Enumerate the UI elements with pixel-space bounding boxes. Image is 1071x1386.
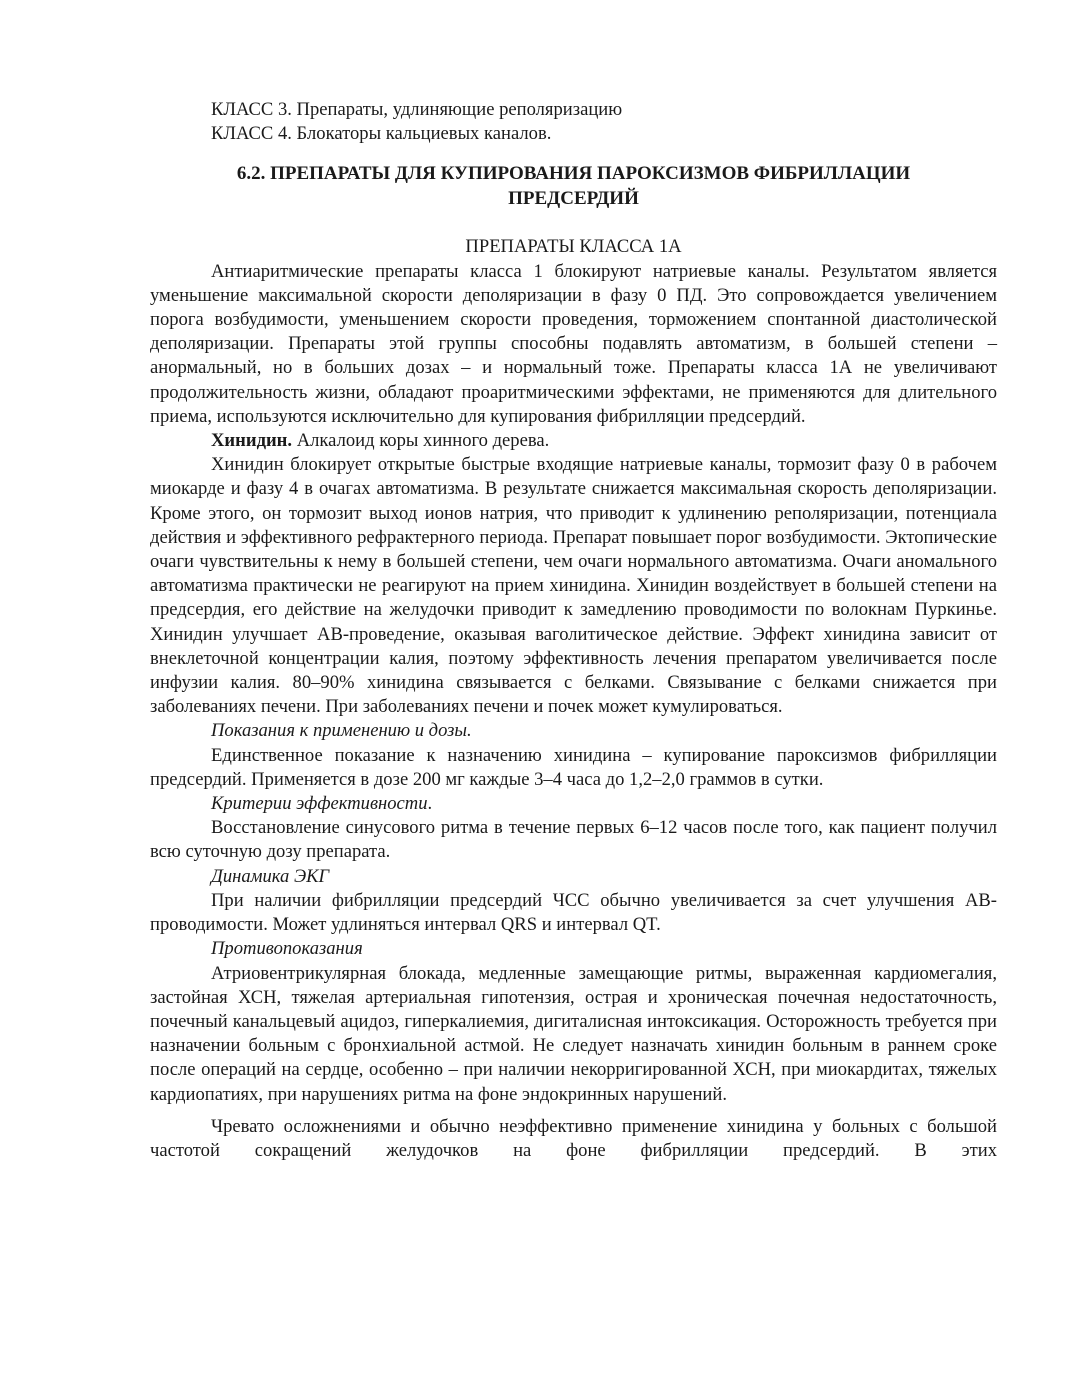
class-4-line: КЛАСС 4. Блокаторы кальциевых каналов.: [211, 123, 552, 145]
contraindications-paragraph: Атриовентрикулярная блокада, медленные замещающие ритмы, выраженная кардиомегалия, застойная ХСН, тяжелая артериальная гипотензия, острая и хроническая почечная недостаточность, почечный канальцевый ацидоз, гиперкалиемия, дигиталисная интоксикация. Осторожность требуется при назначении больным с бронхиальной астмой. Не следует назначать хинидин больным в раннем сроке после операций на сердце, особенно – при наличии некорригированной ХСН, при миокардитах, тяжелых кардиопатиях, при нарушениях ритма на фоне эндокринных нарушений.: [150, 962, 997, 1105]
contraindications-heading: Противопоказания: [211, 938, 363, 960]
indications-paragraph: Единственное показание к назначению хинидина – купирование пароксизмов фибрилляции предсердий. Применяется в дозе 200 мг каждые 3–4 часа до 1,2–2,0 граммов в сутки.: [150, 744, 997, 790]
efficacy-heading-period: .: [427, 793, 433, 815]
ecg-heading: Динамика ЭКГ: [211, 865, 330, 887]
mechanism-paragraph: Хинидин блокирует открытые быстрые входящие натриевые каналы, тормозит фазу 0 в рабочем миокарде и фазу 4 в очагах автоматизма. В результате снижается максимальная скорость деполяризации. Кроме этого, он тормозит выход ионов натрия, что приводит к удлинению реполяризации, потенциала действия и эффективного рефрактерного периода. Препарат повышает порог возбудимости. Эктопические очаги чувствительны к нему в большей степени, чем очаги нормального автоматизма. Очаги аномального автоматизма практически не реагируют на прием хинидина. Хинидин воздействует в большей степени на предсердия, его действие на желудочки приводит к замедлению проводимости по волокнам Пуркинье. Хинидин улучшает АВ-проведение, оказывая ваголитическое действие. Эффект хинидина зависит от внеклеточной концентрации калия, поэтому эффективность лечения препаратом увеличивается после инфузии калия. 80–90% хинидина связывается с белками. Связывание с белками снижается при заболеваниях печени. При заболеваниях печени и почек может кумулироваться.: [150, 454, 997, 718]
efficacy-heading-line: [150, 792, 997, 816]
subheading-class-1a: ПРЕПАРАТЫ КЛАССА 1А: [465, 236, 682, 258]
document-page: [150, 98, 997, 1163]
efficacy-heading: Критерии эффективности: [211, 793, 428, 815]
drug-name: Хинидин.: [211, 430, 293, 452]
section-title: 6.2. ПРЕПАРАТЫ ДЛЯ КУПИРОВАНИЯ ПАРОКСИЗМОВ ФИБРИЛЛАЦИИ ПРЕДСЕРДИЙ: [236, 163, 911, 209]
indications-heading: Показания к применению и дозы.: [211, 720, 472, 742]
closing-paragraph: Чревато осложнениями и обычно неэффективно применение хинидина у больных с большой частотой сокращений желудочков на фоне фибрилляции предсердий. В этих: [150, 1115, 997, 1161]
intro-paragraph: Антиаритмические препараты класса 1 блокируют натриевые каналы. Результатом является уменьшение максимальной скорости деполяризации в фазу 0 ПД. Это сопровождается увеличением порога возбудимости, уменьшением скорости проведения, торможением спонтанной диастолической деполяризации. Препараты этой группы способны подавлять автоматизм, в большей степени – анормальный, но в больших дозах – и нормальный тоже. Препараты класса 1А не увеличивают продолжительность жизни, обладают проаритмическими эффектами, не применяются для длительного приема, используются исключительно для купирования фибрилляции предсердий.: [150, 260, 997, 427]
drug-intro-line: [150, 429, 997, 453]
class-3-line: КЛАСС 3. Препараты, удлиняющие реполяризацию: [211, 99, 623, 120]
drug-description: Алкалоид коры хинного дерева.: [292, 430, 550, 452]
efficacy-paragraph: Восстановление синусового ритма в течение первых 6–12 часов после того, как пациент получил всю суточную дозу препарата.: [150, 817, 997, 863]
ecg-paragraph: При наличии фибрилляции предсердий ЧСС обычно увеличивается за счет улучшения АВ-проводимости. Может удлиняться интервал QRS и интервал QT.: [150, 889, 997, 936]
